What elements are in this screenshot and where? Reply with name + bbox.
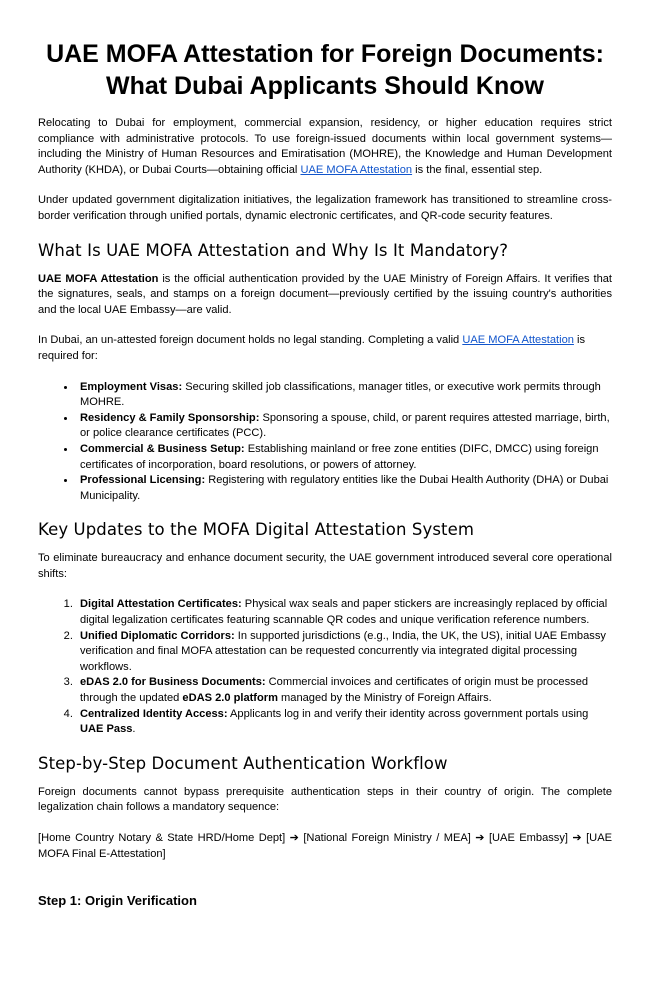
section-heading-mofa-attestation: What Is UAE MOFA Attestation and Why Is It Mandatory? [38, 240, 509, 260]
list-item-label: Residency & Family Sponsorship: [80, 411, 260, 424]
uae-mofa-attestation-link[interactable]: UAE MOFA Attestation [462, 334, 574, 347]
updates-list [38, 597, 612, 737]
intro-paragraph-1-tail: is the final, essential step. [412, 163, 543, 176]
list-item-text: Registering with regulatory entities like the Dubai Health Authority (DHA) or Dubai Municipality. [80, 474, 609, 502]
section3-intro: Foreign documents cannot bypass prerequisite authentication steps in their country of origin. The complete legalization chain follows a mandatory sequence: [38, 785, 612, 814]
page-title-line-1: UAE MOFA Attestation for Foreign Documents: [46, 40, 604, 68]
list-item [76, 442, 612, 473]
list-item-label: Centralized Identity Access: [80, 707, 228, 720]
page-title-line-2: What Dubai Applicants Should Know [106, 72, 544, 100]
list-item-label: Professional Licensing: [80, 474, 206, 487]
section1-paragraph-1-bold: UAE MOFA Attestation [38, 272, 159, 285]
section1-paragraph-1 [38, 272, 612, 319]
section-heading-workflow: Step-by-Step Document Authentication Workflow [38, 753, 448, 773]
list-item [76, 629, 612, 676]
list-item [76, 707, 612, 738]
list-item-label: Commercial & Business Setup: [80, 442, 245, 455]
section1-paragraph-1-text: is the official authentication provided by the UAE Ministry of Foreign Affairs. It verifies that the signatures, seals, and stamps on a foreign document—previously certified by the issuing country's authorities and the local UAE Embassy—are valid. [38, 272, 613, 316]
list-item-label: eDAS 2.0 for Business Documents: [80, 676, 266, 689]
list-item-tail: managed by the Ministry of Foreign Affairs. [277, 692, 492, 705]
legalization-chain: [Home Country Notary & State HRD/Home Dept] ➔ [National Foreign Ministry / MEA] ➔ [UAE Embassy] ➔ [UAE MOFA Final E-Attestation] [38, 832, 612, 860]
list-item-text: In supported jurisdictions (e.g., India, the UK, the US), initial UAE Embassy verification and final MOFA attestation can be requested concurrently via integrated digital processing workflows. [80, 629, 606, 673]
intro-paragraph-2: Under updated government digitalization initiatives, the legalization framework has transitioned to streamline cross-border verification through unified portals, dynamic electronic certificates, and QR-code security features. [38, 194, 612, 222]
requirements-list [38, 380, 612, 505]
section1-paragraph-2 [38, 333, 612, 364]
list-item-text: Physical wax seals and paper stickers are increasingly replaced by official digital legalization certificates featuring scannable QR codes and unique verification reference numbers. [80, 598, 608, 627]
list-item-emphasis: eDAS 2.0 platform [182, 692, 278, 705]
list-item [76, 380, 612, 411]
intro-paragraph-1-text: Relocating to Dubai for employment, commercial expansion, residency, or higher education requires strict compliance with administrative protocols. To use foreign-issued documents within local government systems—including the Ministry of Human Resources and Emiratisation (MOHRE), the Knowledge and Human Development Authority (KHDA), or Dubai Courts—obtaining official [38, 117, 612, 176]
section1-paragraph-2-text: In Dubai, an un-attested foreign document holds no legal standing. Completing a valid [38, 334, 463, 347]
list-item [76, 411, 612, 442]
page-title [38, 38, 612, 102]
uae-mofa-attestation-link[interactable]: UAE MOFA Attestation [300, 163, 413, 176]
list-item-emphasis: UAE Pass [80, 723, 133, 736]
list-item-label: Digital Attestation Certificates: [80, 598, 242, 611]
section-heading-key-updates: Key Updates to the MOFA Digital Attestation System [38, 520, 475, 540]
list-item [76, 675, 612, 706]
section2-intro: To eliminate bureaucracy and enhance document security, the UAE government introduced several core operational shifts: [38, 552, 612, 580]
list-item-text: Commercial invoices and certificates of origin must be processed through the updated [80, 676, 589, 705]
list-item [76, 473, 612, 504]
list-item-label: Employment Visas: [80, 380, 183, 393]
list-item-text: Securing skilled job classifications, manager titles, or executive work permits through MOHRE. [80, 380, 601, 409]
list-item-tail: . [132, 723, 136, 736]
list-item-text: Applicants log in and verify their identity across government portals using [227, 707, 589, 720]
list-item-label: Unified Diplomatic Corridors: [80, 629, 235, 642]
step-1-heading: Step 1: Origin Verification [38, 893, 197, 909]
list-item [76, 597, 612, 628]
list-item-text: Establishing mainland or free zone entities (DIFC, DMCC) using foreign certificates of incorporation, board resolutions, or powers of attorney. [80, 442, 599, 471]
intro-paragraph-1 [38, 116, 612, 178]
section1-paragraph-2-tail: is required for: [38, 334, 586, 362]
list-item-text: Sponsoring a spouse, child, or parent requires attested marriage, birth, or police clearance certificates (PCC). [80, 411, 610, 440]
